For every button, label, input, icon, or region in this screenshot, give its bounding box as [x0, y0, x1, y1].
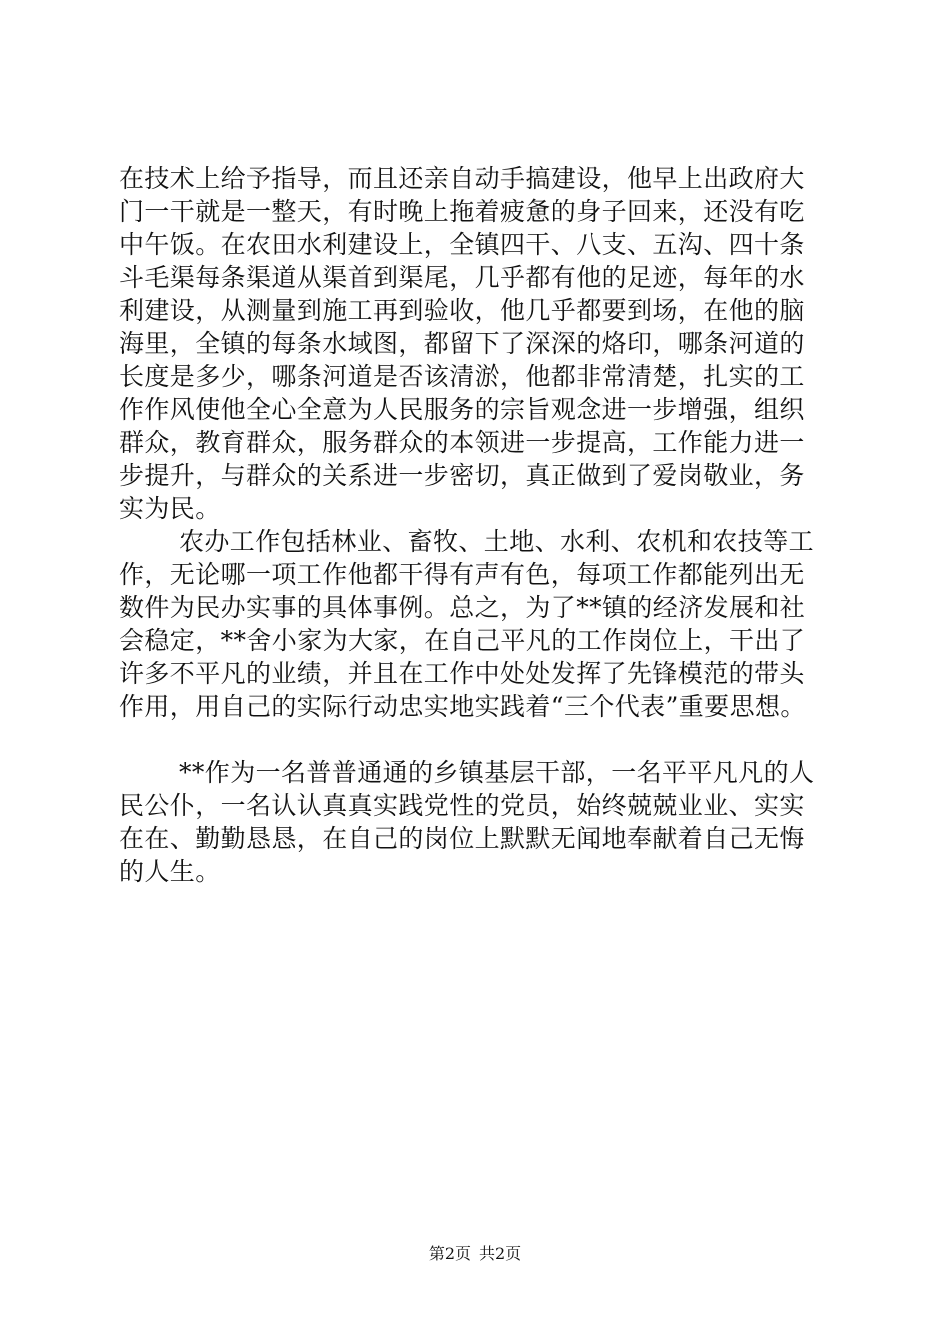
paragraph-1-line-2: 门一干就是一整天，有时晚上拖着疲惫的身子回来，还没有吃 — [119, 197, 805, 226]
paragraph-3-line-3: 在在、勤勤恳恳，在自己的岗位上默默无闻地奉献着自己无悔 — [119, 824, 805, 853]
page-number-total: 共2页 — [479, 1244, 522, 1263]
paragraph-1-line-6: 海里，全镇的每条水域图，都留下了深深的烙印，哪条河道的 — [119, 329, 805, 358]
paragraph-1-line-7: 长度是多少，哪条河道是否该清淤，他都非常清楚，扎实的工 — [119, 362, 805, 391]
paragraph-3-line-2: 民公仆，一名认认真真实践党性的党员，始终兢兢业业、实实 — [119, 791, 805, 820]
page-number-current: 第2页 — [428, 1244, 471, 1263]
body-text — [119, 162, 849, 888]
paragraph-1-line-11: 实为民。 — [119, 494, 221, 523]
paragraph-1-line-1: 在技术上给予指导，而且还亲自动手搞建设，他早上出政府大 — [119, 164, 805, 193]
paragraph-1-line-10: 步提升，与群众的关系进一步密切，真正做到了爱岗敬业，务 — [119, 461, 805, 490]
paragraph-3-line-1: **作为一名普普通通的乡镇基层干部，一名平平凡凡的人 — [179, 758, 815, 787]
paragraph-2-line-5: 许多不平凡的业绩，并且在工作中处处发挥了先锋模范的带头 — [119, 659, 805, 688]
paragraph-2-line-1: 农办工作包括林业、畜牧、土地、水利、农机和农技等工 — [179, 527, 815, 556]
paragraph-3-line-4: 的人生。 — [119, 857, 221, 886]
paragraph-spacer — [119, 723, 849, 756]
paragraph-2-line-3: 数件为民办实事的具体事例。总之，为了**镇的经济发展和社 — [119, 593, 806, 622]
paragraph-2-line-6: 作用，用自己的实际行动忠实地实践着“三个代表”重要思想。 — [119, 692, 806, 721]
paragraph-2-line-4: 会稳定，**舍小家为大家，在自己平凡的工作岗位上，干出了 — [119, 626, 806, 655]
page-footer — [0, 1244, 950, 1264]
paragraph-1-line-4: 斗毛渠每条渠道从渠首到渠尾，几乎都有他的足迹，每年的水 — [119, 263, 805, 292]
paragraph-2-line-2: 作，无论哪一项工作他都干得有声有色，每项工作都能列出无 — [119, 560, 805, 589]
paragraph-1-line-3: 中午饭。在农田水利建设上，全镇四干、八支、五沟、四十条 — [119, 230, 805, 259]
paragraph-1-line-9: 群众，教育群众，服务群众的本领进一步提高，工作能力进一 — [119, 428, 805, 457]
paragraph-1-line-5: 利建设，从测量到施工再到验收，他几乎都要到场，在他的脑 — [119, 296, 805, 325]
paragraph-1-line-8: 作作风使他全心全意为人民服务的宗旨观念进一步增强，组织 — [119, 395, 805, 424]
